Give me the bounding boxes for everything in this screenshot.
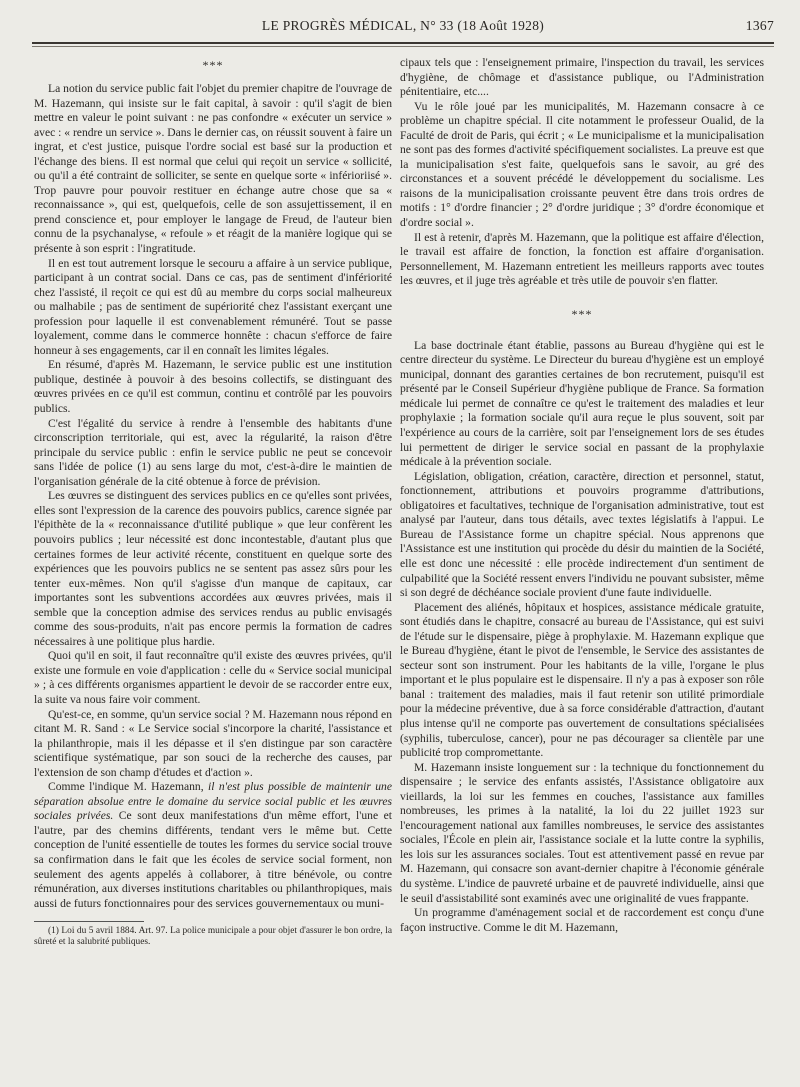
italic-run: il n'est plus possible de maintenir une séparation absolue entre le domaine du service social public et les œuvres sociales privées. [34,780,392,823]
paragraph: La base doctrinale étant établie, passons au Bureau d'hygiène qui est le centre directeur du système. Le Directeur du bureau d'hygiène est un employé municipal, donnant des garanties certaines de bon recrutement, puisqu'il est présenté par le Conseil Supérieur d'hygiène publique de France. Sa formation médicale lui permet de connaître ce qu'est le traitement des maladies et leur prophylaxie ; la formation sociale qu'il aura reçue le plus souvent, soit par l'expérience au cours de la carrière, soit par l'enseignement lors de ses études lui permettent de diriger le service social en passant de la prophylaxie médicale à la prévention sociale. [400,338,764,469]
paragraph: Un programme d'aménagement social et de raccordement est conçu d'une façon instructive. Comme le dit M. Hazemann, [400,906,764,934]
running-header [32,18,774,40]
paragraph: Il en est tout autrement lorsque le secouru a affaire à un service publique, participant à un contrat social. Dans ce cas, pas de sentiment d'infériorité chez l'assisté, il reçoit ce qui est dû au membre du corps social malheureux ou malhabile ; pas de sentiment de supériorité chez l'assistant exerçant une profession pour laquelle il est convenablement rémunéré. Tout se passe loyalement, comme dans le commerce honnête : chacun s'efforce de faire honneur à ses engagements, car il en connaît les limites légales. [34,256,392,357]
header-rule-thin [32,46,774,47]
paragraph: M. Hazemann insiste longuement sur : la technique du fonctionnement du dispensaire ; le service des enfants assistés, l'Assistance obligatoire aux vieillards, la loi sur les femmes en couches, l'assistance aux familles nombreuses, les primes à la natalité, la loi du 22 juillet 1923 sur l'encouragement national aux familles nombreuses, le service des assistantes sociales, l'École en plein air, l'assistance sociale et la lutte contre la syphilis, les lois sur les assurances sociales. Tout est attentivement passé en revue par M. Hazemann, qui consacre son avant-dernier chapitre à l'économie générale du système. L'indice de pauvreté urbaine et de pauvreté individuelle, ainsi que le seuil d'assistabilité sont examinés avec une originalité de vues frappante. [400,760,764,905]
paragraph: Législation, obligation, création, caractère, direction et personnel, statut, fonctionnement, attributions et pouvoirs programme d'attributions, obligatoires et facultatives, technique de l'organisation administrative, tout est analysé par l'auteur, dans tous détails, avec textes législatifs à l'appui. Le Bureau de l'Assistance forme un chapitre spécial. Nous apprenons que l'Assistance est une institution qui procède du désir du maintien de la Société, elle est donc une nécessité : elle procède indirectement d'un sentiment de culpabilité que la Société ressent envers l'individu ne pouvant subsister, même si son degré de déchéance sociale provient d'une faute individuelle. [400,469,764,600]
section-asterism: *** [202,58,224,72]
text-run: Ce sont deux manifestations d'un même effort, l'une et l'autre, par des chemins différents, tendant vers le même but. Cette conception de l'unité essentielle de toutes les formes du service social trouve sa confirmation dans le fait que les écoles de service social forment, non seulement des agents appelés à collaborer, à titre bénévole, ou contre rémunération, aux diverses institutions charitables ou philanthropiques, mais aussi de futurs fonctionnaires pour des services gouvernementaux ou muni- [34,809,392,910]
paragraph-with-italic [34,780,392,911]
footnote-rule [34,921,144,922]
paragraph: Placement des aliénés, hôpitaux et hospices, assistance médicale gratuite, sont étudiés dans le chapitre, consacré au bureau de l'Assistance, qui est suivi de l'étude sur le dispensaire, piège à prophylaxie. M. Hazemann explique que le Bureau d'hygiène, étant le pivot de l'ensemble, le Service des assistantes de secteur sont son instrument. Pour les habitants de la ville, l'organe le plus important et le plus populaire est le dispensaire. Il n'y a pas à exposer son rôle banal : traitement des maladies, mais il faut retenir son utilité primordiale pour la médecine préventive, due à sa force considérable d'attraction, d'autant plus intense qu'il ne comporte pas ouvertement de consultations spécialisées (syphilis, tuberculose, cancer), pour ne pas décourager sa clientèle par une publicité trop compromettante. [400,600,764,760]
paragraph: La notion du service public fait l'objet du premier chapitre de l'ouvrage de M. Hazemann, qui insiste sur le fait capital, à savoir : qu'il s'agit de bien mettre en valeur le point suivant : ne pas confondre « exécuter un service » avec : « rendre un service ». Dans le dernier cas, on réussit souvent à faire un ingrat, et c'est justice, puisque l'ordre social est basé sur la production et l'échange des biens. Il est normal que celui qui reçoit un service « sollicité, ou qu'il a été contraint de solliciter, se sente en quelque sorte « inférioriisé ». Trop pauvre pour pouvoir restituer en échange autre chose que sa « reconnaissance », qui est, quelquefois, celle de son assujettissement, il en prend conscience et, pour employer le langage de Freud, de l'auteur bien connu de la psychanalyse, « refoule » et réagit de la manière logique qui se présente à son esprit : l'ingratitude. [34,82,392,256]
paragraph: En résumé, d'après M. Hazemann, le service public est une institution publique, destinée à pouvoir à des besoins collectifs, se distinguant des œuvres privées en ce qu'il est commun, continu et contrôlé par les pouvoirs publics. [34,358,392,416]
text-run: Comme l'indique M. Hazemann, [48,780,208,794]
left-column [34,56,392,949]
header-rule [32,42,774,44]
paragraph: Quoi qu'il en soit, il faut reconnaître qu'il existe des œuvres privées, qu'il existe une formule en voie d'application : celle du « Service social municipal » ; à ces différents organismes appartient le devoir de se raccorder entre eux, la suite va nous faire voir comment. [34,649,392,706]
running-title: LE PROGRÈS MÉDICAL, N° 33 (18 Août 1928) [261,18,545,33]
page-number: 1367 [745,18,774,33]
footnote: (1) Loi du 5 avril 1884. Art. 97. La police municipale a pour objet d'assurer le bon ordre, la sûreté et la salubrité publiques. [34,926,392,948]
paragraph: cipaux tels que : l'enseignement primaire, l'inspection du travail, les services d'hygiène, de chômage et d'assistance publique, ou l'Administration pénitentiaire, etc.... [400,56,764,99]
section-asterism: *** [571,306,593,321]
right-column [400,56,764,935]
paragraph: Vu le rôle joué par les municipalités, M. Hazemann consacre à ce problème un chapitre spécial. Il cite notamment le professeur Oualid, de la Faculté de droit de Paris, qui écrit ; « Le municipalisme et la municipalisation ne sont pas des formes d'activité spécifiquement socialistes. La preuve est que la municipalisation s'est faite, quelquefois sans le savoir, au gré des circonstances et a souvent précédé le développement du socialisme. Les raisons de la municipalisation croissante peuvent être dans trois ordres de motifs : 1° d'ordre financier ; 2° d'ordre juridique ; 3° d'ordre économique et d'ordre social ». [400,99,764,230]
paragraph: C'est l'égalité du service à rendre à l'ensemble des habitants d'une circonscription territoriale, qui est, avec la régularité, la raison d'être principale du service public : enfin le service public ne peut se concevoir sans l'idée de police (1) au sens large du mot, c'est-à-dire le maintien de l'organisation générale de la cité obtenue à force de prévision. [34,416,392,488]
paragraph: Les œuvres se distinguent des services publics en ce qu'elles sont privées, elles sont l'expression de la carence des pouvoirs publics, carence signée par l'épithète de la « reconnaissance d'utilité publique » que leur confèrent les pouvoirs publics ; leur nécessité est donc incontestable, d'autant plus que certaines formes de leur activité récente, constituent en quelque sorte des expériences que les pouvoirs publics ne se sentent pas assez sûrs pour les tenter eux-mêmes. Non qu'il s'agisse d'un manque de capitaux, car importantes sont les subventions accordées aux œuvres privées, mais il semble que la conception admise des services rendus au public envisagés comme des sous-produits, n'ait pas encore permis la formation de cadres nécessaires à une politique plus hardie. [34,489,392,648]
paragraph: Qu'est-ce, en somme, qu'un service social ? M. Hazemann nous répond en citant M. R. Sand : « Le Service social s'incorpore la charité, l'assistance et la philanthropie, mais il les dépasse et il s'en distingue par son caractère scientifique systématique, par son souci de la recherche des causes, par l'extension de son champ d'études et d'action ». [34,707,392,779]
paragraph: Il est à retenir, d'après M. Hazemann, que la politique est affaire d'élection, le travail est affaire de fonction, la fonction est affaire d'organisation. Personnellement, M. Hazemann entretient les meilleurs rapports avec toutes les œuvres, et il juge très agréable et très utile de pouvoir s'en flatter. [400,230,764,288]
